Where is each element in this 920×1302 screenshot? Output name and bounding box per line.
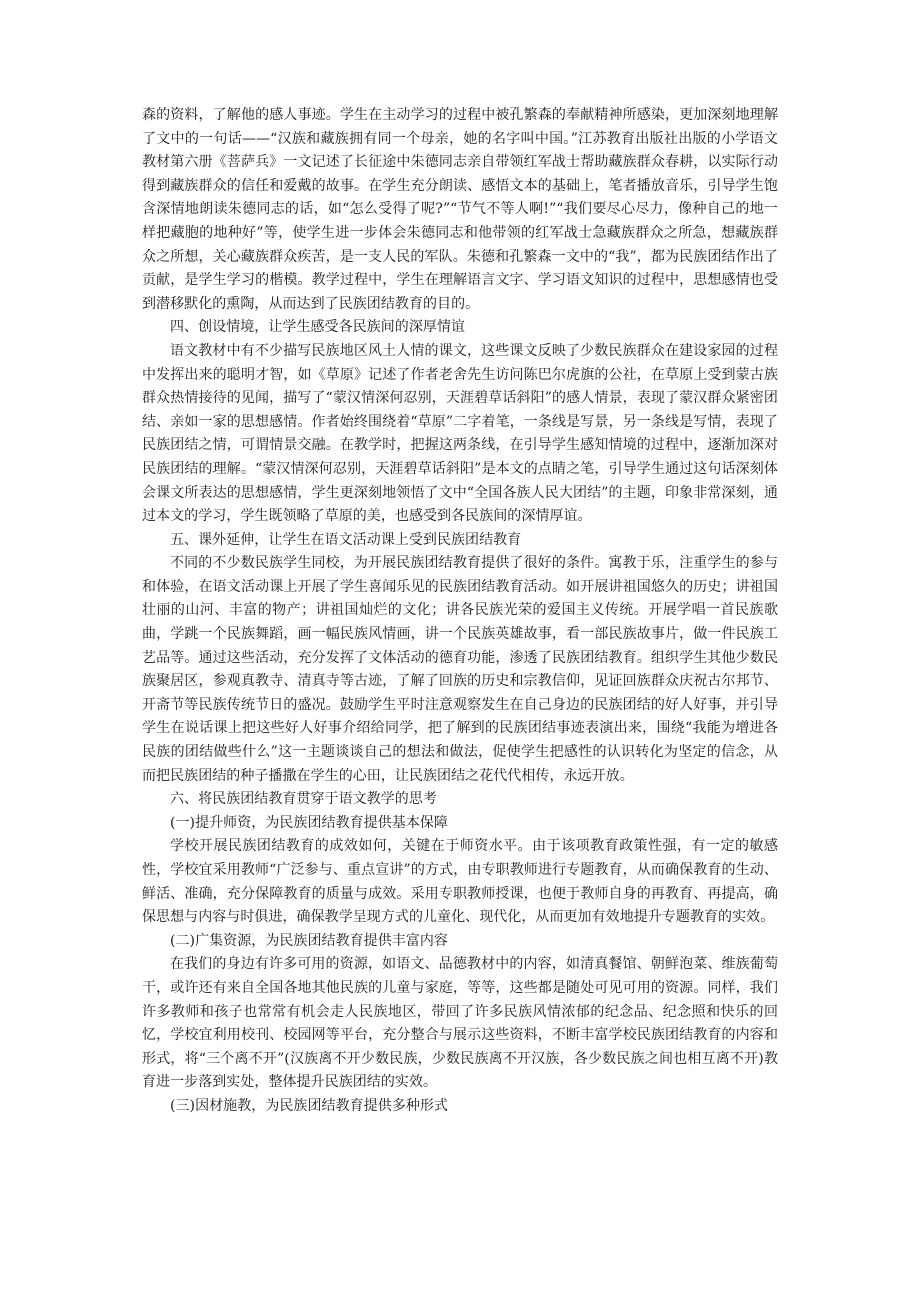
- subheading-6-1: (一)提升师资，为民族团结教育提供基本保障: [170, 814, 448, 831]
- paragraph-section-5: 不同的不少数民族学生同校，为开展民族团结教育提供了很好的条件。寓教于乐，注重学生的参与和体验，在语文活动课上开展了学生喜闻乐见的民族团结教育活动。如开展讲祖国悠久的历史；讲祖国壮丽的山河、丰富的物产；讲祖国灿烂的文化；讲各民族光荣的爱国主义传统。开展学唱一首民族歌曲，学跳一个民族舞蹈，画一幅民族风情画，讲一个民族英雄故事，看一部民族故事片，做一件民族工艺品等。通过这些活动，充分发挥了文体活动的德育功能，渗透了民族团结教育。组织学生其他少数民族聚居区，参观真教寺、清真寺等古迹，了解了回族的历史和宗教信仰，见证回族群众庆祝古尔邦节、开斋节等民族传统节日的盛况。鼓励学生平时注意观察发生在自己身边的民族团结的好人好事，并引导学生在说话课上把这些好人好事介绍给同学，把了解到的民族团结事迹表演出来，围绕“我能为增进各民族的团结做些什么”这一主题谈谈自己的想法和做法，促使学生把感性的认识转化为坚定的信念，从而把民族团结的种子播撒在学生的心田，让民族团结之花代代相传，永远开放。: [142, 555, 778, 784]
- section-heading-5: 五、课外延伸，让学生在语文活动课上受到民族团结教育: [170, 531, 522, 548]
- paragraph-6-2: 在我们的身边有许多可用的资源，如语文、品德教材中的内容，如清真餐馆、朝鲜泡菜、维族葡萄干，或许还有来自全国各地其他民族的儿童与家庭，等等，这些都是随处可见可用的资源。同样，我们许多教师和孩子也常常有机会走人民族地区，带回了许多民族风情浓郁的纪念品、纪念照和快乐的回忆，学校宜利用校刊、校园网等平台，充分整合与展示这些资料，不断丰富学校民族团结教育的内容和形式，将“三个离不开”(汉族离不开少数民族，少数民族离不开汉族，各少数民族之间也相互离不开)教育进一步落到实处，整体提升民族团结的实效。: [142, 956, 778, 1091]
- subheading-6-3: (三)因材施教，为民族团结教育提供多种形式: [170, 1097, 448, 1114]
- paragraph-continuation: 森的资料，了解他的感人事迹。学生在主动学习的过程中被孔繁森的奉献精神所感染，更加深刻地理解了文中的一句话——“汉族和藏族拥有同一个母亲，她的名字叫中国。”江苏教育出版社出版的小学语文教材第六册《菩萨兵》一文记述了长征途中朱德同志亲自带领红军战士帮助藏族群众春耕，以实际行动得到藏族群众的信任和爱戴的故事。在学生充分朗读、感悟文本的基础上，笔者播放音乐，引导学生饱含深情地朗读朱德同志的话，如“怎么受得了呢?”“节气不等人啊!”“我们要尽心尽力，像种自己的地一样把藏胞的地种好”等，使学生进一步体会朱德同志和他带领的红军战士急藏族群众之所急，想藏族群众之所想，关心藏族群众疾苦，是一支人民的军队。朱德和孔繁森一文中的“我”，都为民族团结作出了贡献，是学生学习的楷模。教学过程中，学生在理解语言文字、学习语文知识的过程中，思想感情也受到潜移默化的熏陶，从而达到了民族团结教育的目的。: [142, 107, 778, 312]
- section-heading-4: 四、创设情境，让学生感受各民族间的深厚情谊: [170, 319, 466, 336]
- section-heading-6: 六、将民族团结教育贯穿于语文教学的思考: [170, 791, 437, 808]
- paragraph-6-1: 学校开展民族团结教育的成效如何，关键在于师资水平。由于该项教育政策性强，有一定的敏感性，学校宜采用教师“广泛参与、重点宣讲”的方式，由专职教师进行专题教育，从而确保教育的生动、鲜活、准确，充分保障教育的质量与成效。采用专职教师授课，也便于教师自身的再教育、再提高，确保思想与内容与时俱进，确保教学呈现方式的儿童化、现代化，从而更加有效地提升专题教育的实效。: [142, 838, 778, 926]
- subheading-6-2: (二)广集资源，为民族团结教育提供丰富内容: [170, 932, 448, 949]
- paragraph-section-4: 语文教材中有不少描写民族地区风土人情的课文，这些课文反映了少数民族群众在建设家园的过程中发挥出来的聪明才智，如《草原》记述了作者老舍先生访问陈巴尔虎旗的公社，在草原上受到蒙古族群众热情接待的见闻，描写了“蒙汉情深何忍别，天涯碧草话斜阳”的感人情景，表现了蒙汉群众紧密团结、亲如一家的思想感情。作者始终围绕着“草原”二字着笔，一条线是写景，另一条线是写情，表现了民族团结之情，可谓情景交融。在教学时，把握这两条线，在引导学生感知情境的过程中，逐渐加深对民族团结的理解。“蒙汉情深何忍别，天涯碧草话斜阳”是本文的点睛之笔，引导学生通过这句话深刻体会课文所表达的思想感情，学生更深刻地领悟了文中“全国各族人民大团结”的主题，印象非常深刻，通过本文的学习，学生既领略了草原的美，也感受到各民族间的深情厚谊。: [142, 342, 778, 525]
